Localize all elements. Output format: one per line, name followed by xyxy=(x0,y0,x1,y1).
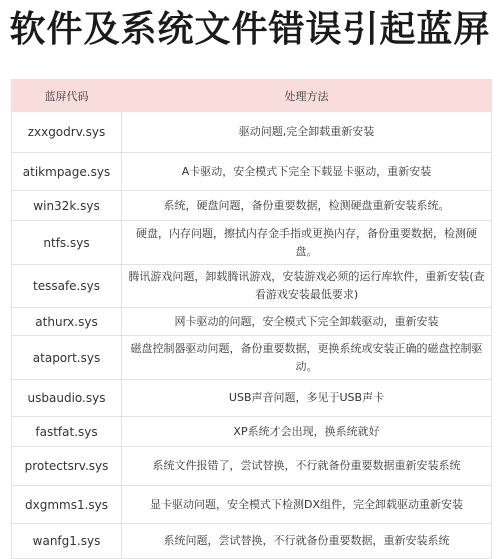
table-row xyxy=(12,336,492,380)
method-cell: XP系统才会出现，换系统就好 xyxy=(122,417,492,447)
table-header-row xyxy=(12,80,492,112)
bsod-code-cell: protectsrv.sys xyxy=(12,447,122,486)
method-cell: A卡驱动，安全模式下完全下载显卡驱动，重新安装 xyxy=(122,153,492,191)
bsod-code-cell: tessafe.sys xyxy=(12,265,122,308)
method-cell: 腾讯游戏问题，卸载腾讯游戏，安装游戏必须的运行库软件，重新安装(查看游戏安装最低要求) xyxy=(122,265,492,308)
bsod-code-cell: zxxgodrv.sys xyxy=(12,112,122,153)
bsod-code-cell: usbaudio.sys xyxy=(12,380,122,417)
table-row xyxy=(12,112,492,153)
table-row xyxy=(12,191,492,221)
table-row xyxy=(12,308,492,336)
table-row xyxy=(12,524,492,559)
column-header-method: 处理方法 xyxy=(122,80,492,112)
bsod-code-cell: win32k.sys xyxy=(12,191,122,221)
method-cell: 驱动问题,完全卸载重新安装 xyxy=(122,112,492,153)
method-cell: 磁盘控制器驱动问题，备份重要数据，更换系统或安装正确的磁盘控制驱动。 xyxy=(122,336,492,380)
table-row xyxy=(12,265,492,308)
table-row xyxy=(12,153,492,191)
method-cell: USB声音问题，多见于USB声卡 xyxy=(122,380,492,417)
method-cell: 系统，硬盘问题，备份重要数据，检测硬盘重新安装系统。 xyxy=(122,191,492,221)
method-cell: 硬盘，内存问题，擦拭内存金手指或更换内存，备份重要数据，检测硬盘。 xyxy=(122,221,492,265)
table-row xyxy=(12,486,492,524)
method-cell: 网卡驱动的问题，安全模式下完全卸载驱动，重新安装 xyxy=(122,308,492,336)
bsod-table xyxy=(11,79,492,559)
table-row xyxy=(12,417,492,447)
bsod-code-cell: dxgmms1.sys xyxy=(12,486,122,524)
bsod-code-cell: ataport.sys xyxy=(12,336,122,380)
page-title: 软件及系统文件错误引起蓝屏 xyxy=(9,9,491,50)
bsod-code-cell: atikmpage.sys xyxy=(12,153,122,191)
method-cell: 显卡驱动问题，安全模式下检测DX组件，完全卸载驱动重新安装 xyxy=(122,486,492,524)
method-cell: 系统文件报错了，尝试替换，不行就备份重要数据重新安装系统 xyxy=(122,447,492,486)
bsod-code-cell: ntfs.sys xyxy=(12,221,122,265)
method-cell: 系统问题，尝试替换，不行就备份重要数据，重新安装系统 xyxy=(122,524,492,559)
table-row xyxy=(12,380,492,417)
bsod-code-cell: fastfat.sys xyxy=(12,417,122,447)
bsod-code-cell: wanfg1.sys xyxy=(12,524,122,559)
column-header-code: 蓝屏代码 xyxy=(12,80,122,112)
bsod-code-cell: athurx.sys xyxy=(12,308,122,336)
bsod-table-container xyxy=(11,79,491,559)
table-row xyxy=(12,221,492,265)
table-row xyxy=(12,447,492,486)
